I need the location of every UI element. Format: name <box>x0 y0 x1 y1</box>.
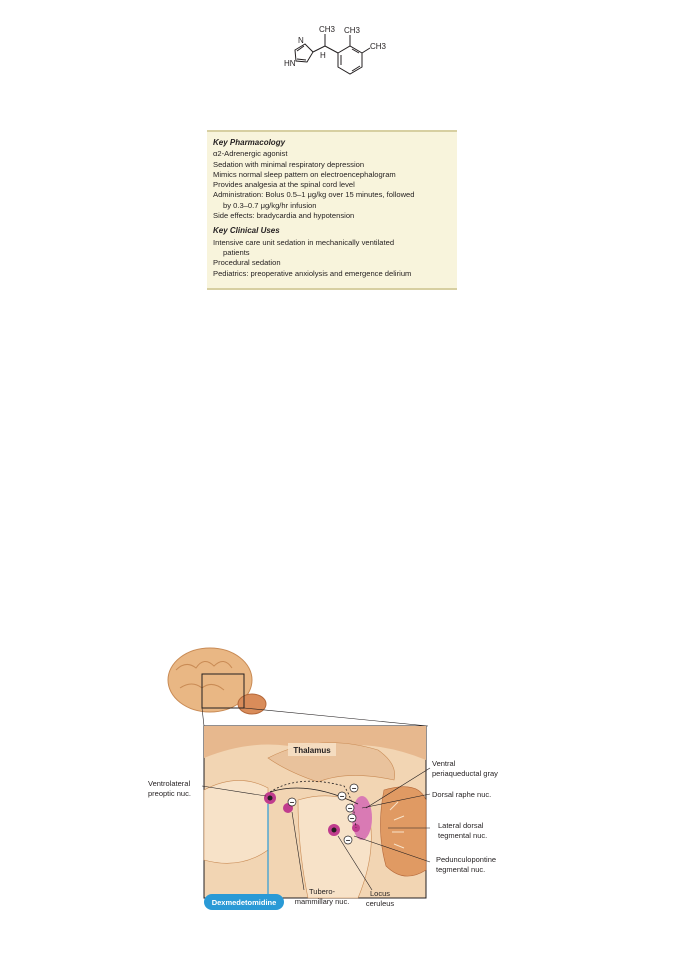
ppt-label: tegmental nuc. <box>436 865 486 874</box>
thalamus-label: Thalamus <box>293 746 331 755</box>
brain-figure <box>148 640 520 916</box>
inhibition-sign: − <box>345 836 351 845</box>
ldt-label: tegmental nuc. <box>438 831 488 840</box>
pharmacology-item: Sedation with minimal respiratory depression <box>213 159 365 169</box>
hn-label: HN <box>284 59 296 68</box>
inhibition-sign: − <box>347 804 353 813</box>
ppt-label: Pedunculopontine <box>436 855 497 864</box>
inhibition-sign: − <box>351 784 357 793</box>
ventrolateral-label: Ventrolateral <box>148 779 191 788</box>
inhibition-sign: − <box>339 792 345 801</box>
clinical-heading: Key Clinical Uses <box>213 226 280 236</box>
clinical-item: Pediatrics: preoperative anxiolysis and emergence delirium <box>213 268 412 278</box>
dorsal-raphe-label: Dorsal raphe nuc. <box>432 790 492 799</box>
key-pharmacology-box <box>207 130 457 290</box>
pharmacology-item: α2-Adrenergic agonist <box>213 149 288 159</box>
dexmedetomidine-badge <box>204 894 284 910</box>
h-label: H <box>320 51 326 60</box>
chemical-structure <box>278 22 388 84</box>
n-label: N <box>298 36 304 45</box>
pharmacology-item: Administration: Bolus 0.5–1 μg/kg over 15 minutes, followed <box>213 190 415 200</box>
pharmacology-item: Mimics normal sleep pattern on electroencephalogram <box>213 169 396 179</box>
inhibition-sign: − <box>349 814 355 823</box>
ldt-label: Lateral dorsal <box>438 821 484 830</box>
vpag-label: periaqueductal gray <box>432 769 498 778</box>
clinical-item: Intensive care unit sedation in mechanically ventilated <box>213 237 395 247</box>
pharmacology-item: Provides analgesia at the spinal cord level <box>213 180 355 190</box>
ch3-label: CH3 <box>344 26 361 35</box>
lc-label: ceruleus <box>365 899 395 908</box>
tmn-label: Tubero- <box>309 887 335 896</box>
pharmacology-item: Side effects: bradycardia and hypotension <box>213 211 355 221</box>
clinical-item: Procedural sedation <box>213 258 281 268</box>
vpag-label: Ventral <box>432 759 456 768</box>
tmn-label: mammillary nuc. <box>294 897 350 906</box>
ch3-label: CH3 <box>319 25 336 34</box>
brain-overview-icon <box>168 648 266 714</box>
pharmacology-heading: Key Pharmacology <box>213 138 286 147</box>
pharmacology-item: by 0.3–0.7 μg/kg/hr infusion <box>223 200 317 210</box>
inhibition-sign: − <box>289 798 295 807</box>
dexmedetomidine-label: Dexmedetomidine <box>211 898 277 907</box>
ch3-label: CH3 <box>370 42 387 51</box>
lc-label: Locus <box>369 889 391 898</box>
clinical-item: patients <box>223 247 250 257</box>
ventrolateral-label: preoptic nuc. <box>148 789 191 798</box>
